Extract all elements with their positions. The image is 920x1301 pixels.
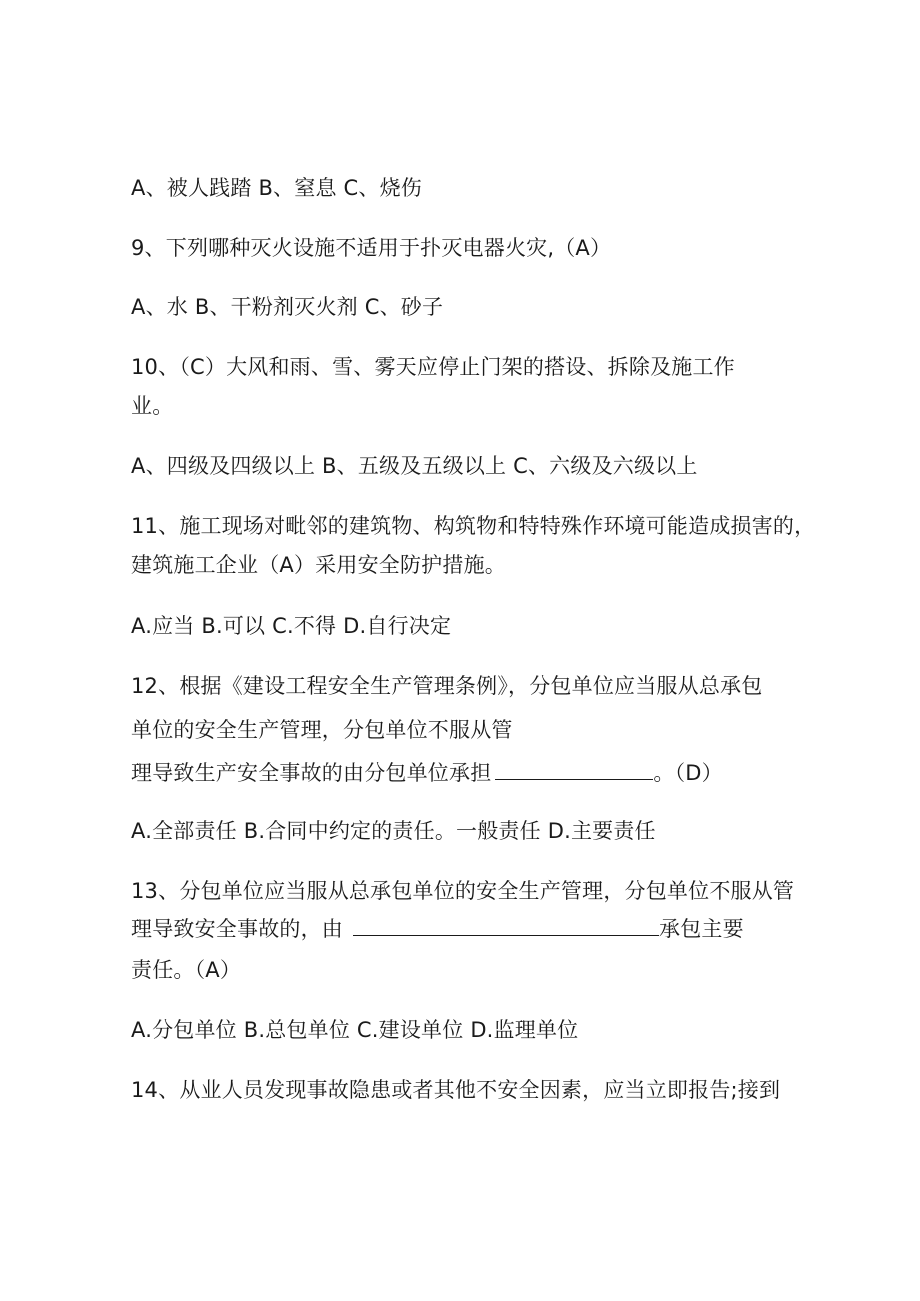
q12-question-line-1: 12、根据《建设工程安全生产管理条例》，分包单位应当服从总承包 — [131, 674, 763, 698]
q8-options: A、被人践踏 B、窒息 C、烧伤 — [131, 176, 422, 200]
q13-answer-blank — [353, 915, 659, 936]
q11-options: A.应当 B.可以 C.不得 D.自行决定 — [131, 614, 452, 638]
q9-options: A、水 B、干粉剂灭火剂 C、砂子 — [131, 295, 444, 319]
q10-question-line-1: 10、（C）大风和雨、雪、雾天应停止门架的搭设、拆除及施工作 — [131, 355, 735, 379]
q13-question-text: 理导致安全事故的，由 — [131, 917, 343, 941]
q12-question-line-2: 单位的安全生产管理，分包单位不服从管 — [131, 718, 513, 742]
q13-question-line-1: 13、分包单位应当服从总承包单位的安全生产管理，分包单位不服从管 — [131, 879, 795, 903]
q12-answer-suffix: 。（D） — [653, 761, 723, 785]
q12-question-text: 理导致生产安全事故的由分包单位承担 — [131, 761, 492, 785]
q10-options: A、四级及四级以上 B、五级及五级以上 C、六级及六级以上 — [131, 454, 698, 478]
q9-question: 9、下列哪种灭火设施不适用于扑灭电器火灾,（A） — [131, 236, 612, 260]
q11-question-line-2: 建筑施工企业（A）采用安全防护措施。 — [131, 553, 506, 577]
q13-question-line-3: 责任。（A） — [131, 958, 242, 982]
q13-question-line-2 — [131, 914, 744, 944]
q12-options: A.全部责任 B.合同中约定的责任。一般责任 D.主要责任 — [131, 819, 656, 843]
q13-question-suffix: 承包主要 — [659, 917, 744, 941]
q12-answer-blank — [495, 759, 653, 780]
q11-question-line-1: 11、施工现场对毗邻的建筑物、构筑物和特特殊作环境可能造成损害的， — [131, 514, 816, 538]
q10-question-line-2: 业。 — [131, 394, 174, 418]
q13-options: A.分包单位 B.总包单位 C.建设单位 D.监理单位 — [131, 1018, 579, 1042]
q14-question-line-1: 14、从业人员发现事故隐患或者其他不安全因素，应当立即报告;接到 — [131, 1078, 781, 1102]
q12-question-line-3 — [131, 758, 723, 788]
